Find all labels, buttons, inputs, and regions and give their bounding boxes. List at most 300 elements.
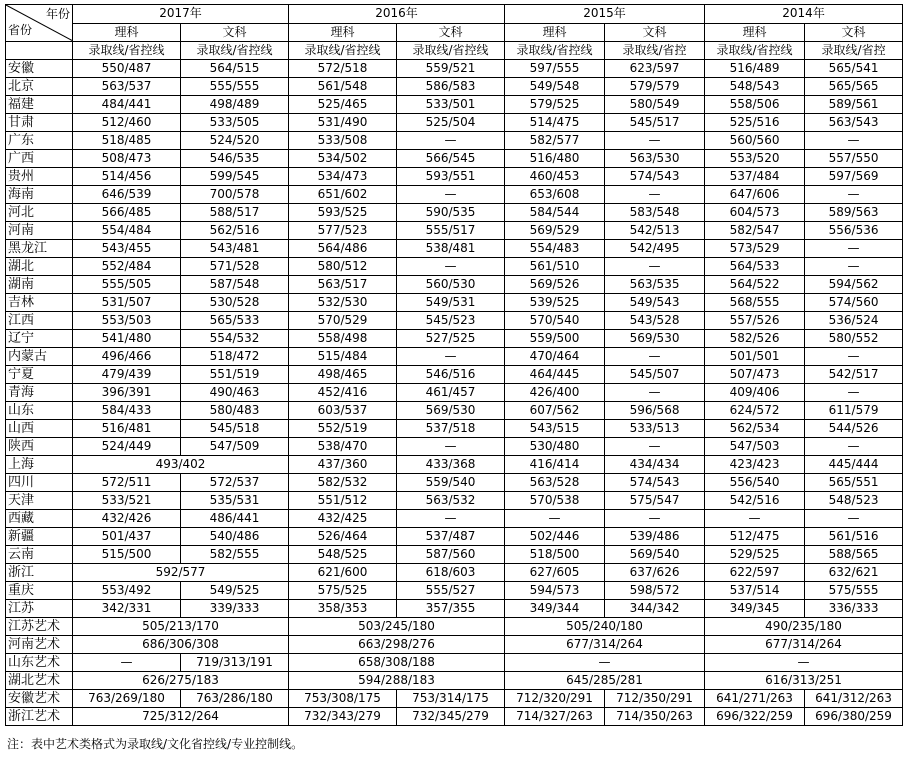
score-cell: 712/320/291 <box>505 690 605 708</box>
score-cell: 526/464 <box>289 528 397 546</box>
province-cell: 辽宁 <box>6 330 73 348</box>
line-header: 录取线/省控 <box>805 42 903 60</box>
score-cell: 732/343/279 <box>289 708 397 726</box>
score-cell: 559/540 <box>397 474 505 492</box>
score-cell: 580/512 <box>289 258 397 276</box>
score-cell: — <box>705 510 805 528</box>
line-header: 录取线/省控 <box>605 42 705 60</box>
score-cell: 559/500 <box>505 330 605 348</box>
score-cell: 502/446 <box>505 528 605 546</box>
score-cell: 498/465 <box>289 366 397 384</box>
subject-header: 理科 <box>73 23 181 42</box>
score-cell: 555/527 <box>397 582 505 600</box>
score-cell: — <box>805 240 903 258</box>
score-cell: 527/525 <box>397 330 505 348</box>
score-cell: 577/523 <box>289 222 397 240</box>
province-cell: 吉林 <box>6 294 73 312</box>
score-cell: 646/539 <box>73 186 181 204</box>
score-cell: 611/579 <box>805 402 903 420</box>
score-cell: 554/532 <box>181 330 289 348</box>
score-cell: 461/457 <box>397 384 505 402</box>
province-cell: 青海 <box>6 384 73 402</box>
score-cell: 524/449 <box>73 438 181 456</box>
table-row <box>6 258 903 276</box>
score-cell: — <box>397 348 505 366</box>
score-cell: 616/313/251 <box>705 672 903 690</box>
score-cell: 592/577 <box>73 564 289 582</box>
table-row <box>6 330 903 348</box>
subject-header: 文科 <box>805 23 903 42</box>
score-cell: — <box>605 384 705 402</box>
score-cell: 479/439 <box>73 366 181 384</box>
score-cell: 525/504 <box>397 114 505 132</box>
score-cell: 549/548 <box>505 78 605 96</box>
score-cell: 583/548 <box>605 204 705 222</box>
score-cell: 582/532 <box>289 474 397 492</box>
score-cell: 553/503 <box>73 312 181 330</box>
table-row <box>6 456 903 474</box>
table-row <box>6 690 903 708</box>
province-cell: 湖南 <box>6 276 73 294</box>
score-cell: 490/235/180 <box>705 618 903 636</box>
subject-header: 理科 <box>505 23 605 42</box>
score-cell: 558/498 <box>289 330 397 348</box>
score-cell: 753/314/175 <box>397 690 505 708</box>
score-cell: 647/606 <box>705 186 805 204</box>
line-header: 录取线/省控线 <box>73 42 181 60</box>
score-cell: 549/531 <box>397 294 505 312</box>
year-header-2017: 2017年 <box>73 5 289 24</box>
table-row <box>6 222 903 240</box>
score-cell: 558/506 <box>705 96 805 114</box>
score-cell: 543/515 <box>505 420 605 438</box>
score-cell: 416/414 <box>505 456 605 474</box>
score-cell: 561/548 <box>289 78 397 96</box>
score-cell: 553/520 <box>705 150 805 168</box>
score-cell: 626/275/183 <box>73 672 289 690</box>
score-cell: 641/271/263 <box>705 690 805 708</box>
score-cell: 563/543 <box>805 114 903 132</box>
score-cell: 569/530 <box>605 330 705 348</box>
province-cell: 广东 <box>6 132 73 150</box>
score-cell: 584/544 <box>505 204 605 222</box>
score-cell: — <box>605 258 705 276</box>
score-cell: 501/501 <box>705 348 805 366</box>
score-cell: — <box>805 510 903 528</box>
score-cell: — <box>805 132 903 150</box>
province-cell: 河南艺术 <box>6 636 73 654</box>
score-cell: 536/524 <box>805 312 903 330</box>
score-cell: 569/529 <box>505 222 605 240</box>
table-footnote: 注：表中艺术类格式为录取线/文化省控线/专业控制线。 <box>7 737 304 751</box>
table-row <box>6 204 903 222</box>
score-cell: 551/519 <box>181 366 289 384</box>
subject-header: 理科 <box>705 23 805 42</box>
score-cell: 596/568 <box>605 402 705 420</box>
table-row <box>6 150 903 168</box>
score-cell: 493/402 <box>73 456 289 474</box>
score-cell: 531/490 <box>289 114 397 132</box>
score-cell: 560/560 <box>705 132 805 150</box>
province-cell: 山东 <box>6 402 73 420</box>
score-cell: 566/485 <box>73 204 181 222</box>
table-row <box>6 420 903 438</box>
score-cell: 587/548 <box>181 276 289 294</box>
score-cell: 557/550 <box>805 150 903 168</box>
score-cell: 725/312/264 <box>73 708 289 726</box>
score-cell: 569/530 <box>397 402 505 420</box>
province-cell: 湖北 <box>6 258 73 276</box>
line-header: 录取线/省控线 <box>289 42 397 60</box>
score-cell: 564/522 <box>705 276 805 294</box>
score-cell: 645/285/281 <box>505 672 705 690</box>
score-cell: 563/530 <box>605 150 705 168</box>
province-cell: 四川 <box>6 474 73 492</box>
score-cell: 571/528 <box>181 258 289 276</box>
score-cell: 535/531 <box>181 492 289 510</box>
score-cell: — <box>73 654 181 672</box>
score-cell: 515/484 <box>289 348 397 366</box>
score-cell: 516/481 <box>73 420 181 438</box>
score-cell: 580/552 <box>805 330 903 348</box>
score-cell: 518/472 <box>181 348 289 366</box>
score-cell: 556/536 <box>805 222 903 240</box>
province-cell: 陕西 <box>6 438 73 456</box>
line-header: 录取线/省控线 <box>397 42 505 60</box>
score-cell: 543/528 <box>605 312 705 330</box>
score-cell: 582/547 <box>705 222 805 240</box>
province-cell: 北京 <box>6 78 73 96</box>
score-cell: 564/533 <box>705 258 805 276</box>
score-cell: — <box>805 258 903 276</box>
province-cell: 云南 <box>6 546 73 564</box>
score-cell: 632/621 <box>805 564 903 582</box>
score-cell: 546/516 <box>397 366 505 384</box>
score-cell: 552/519 <box>289 420 397 438</box>
score-cell: 496/466 <box>73 348 181 366</box>
score-cell: 582/577 <box>505 132 605 150</box>
score-cell: 589/563 <box>805 204 903 222</box>
score-cell: 570/540 <box>505 312 605 330</box>
score-cell: 534/473 <box>289 168 397 186</box>
score-cell: 607/562 <box>505 402 605 420</box>
score-cell: 763/269/180 <box>73 690 181 708</box>
score-cell: 588/517 <box>181 204 289 222</box>
score-cell: — <box>605 438 705 456</box>
score-cell: 543/481 <box>181 240 289 258</box>
score-cell: 409/406 <box>705 384 805 402</box>
score-cell: 532/530 <box>289 294 397 312</box>
score-cell: 432/425 <box>289 510 397 528</box>
table-row <box>6 186 903 204</box>
score-cell: — <box>605 348 705 366</box>
score-cell: 686/306/308 <box>73 636 289 654</box>
year-header-2016: 2016年 <box>289 5 505 24</box>
score-cell: 358/353 <box>289 600 397 618</box>
score-cell: 574/560 <box>805 294 903 312</box>
score-cell: 533/513 <box>605 420 705 438</box>
score-cell: 641/312/263 <box>805 690 903 708</box>
score-cell: — <box>805 348 903 366</box>
score-cell: 572/511 <box>73 474 181 492</box>
score-cell: 603/537 <box>289 402 397 420</box>
table-row <box>6 618 903 636</box>
table-row <box>6 600 903 618</box>
score-cell: 597/569 <box>805 168 903 186</box>
score-cell: 582/555 <box>181 546 289 564</box>
score-cell: 460/453 <box>505 168 605 186</box>
score-cell: 525/465 <box>289 96 397 114</box>
score-table-container <box>5 4 903 726</box>
score-cell: 498/489 <box>181 96 289 114</box>
line-header-spacer <box>6 42 73 60</box>
score-cell: — <box>705 654 903 672</box>
score-cell: 563/537 <box>73 78 181 96</box>
score-cell: 547/503 <box>705 438 805 456</box>
score-cell: 548/543 <box>705 78 805 96</box>
table-row <box>6 582 903 600</box>
score-cell: 580/549 <box>605 96 705 114</box>
score-cell: 584/433 <box>73 402 181 420</box>
score-cell: 549/543 <box>605 294 705 312</box>
score-cell: 501/437 <box>73 528 181 546</box>
score-cell: 542/517 <box>805 366 903 384</box>
table-row <box>6 78 903 96</box>
table-row <box>6 654 903 672</box>
score-cell: 565/565 <box>805 78 903 96</box>
score-cell: 515/500 <box>73 546 181 564</box>
score-cell: 508/473 <box>73 150 181 168</box>
score-cell: 598/572 <box>605 582 705 600</box>
score-cell: 470/464 <box>505 348 605 366</box>
line-header: 录取线/省控线 <box>181 42 289 60</box>
province-cell: 河北 <box>6 204 73 222</box>
score-cell: 538/470 <box>289 438 397 456</box>
score-cell: 562/534 <box>705 420 805 438</box>
subject-header: 文科 <box>605 23 705 42</box>
province-cell: 江苏艺术 <box>6 618 73 636</box>
score-cell: 530/480 <box>505 438 605 456</box>
score-cell: 548/523 <box>805 492 903 510</box>
score-cell: 572/518 <box>289 60 397 78</box>
year-header-2014: 2014年 <box>705 5 903 24</box>
province-cell: 河南 <box>6 222 73 240</box>
year-header-row <box>6 5 903 24</box>
score-cell: 575/555 <box>805 582 903 600</box>
score-cell: 503/245/180 <box>289 618 505 636</box>
province-cell: 海南 <box>6 186 73 204</box>
score-cell: 677/314/264 <box>505 636 705 654</box>
line-header: 录取线/省控线 <box>505 42 605 60</box>
score-cell: 582/526 <box>705 330 805 348</box>
score-cell: 561/516 <box>805 528 903 546</box>
table-row <box>6 546 903 564</box>
score-cell: 580/483 <box>181 402 289 420</box>
province-cell: 江西 <box>6 312 73 330</box>
score-cell: 554/483 <box>505 240 605 258</box>
score-cell: 624/572 <box>705 402 805 420</box>
score-cell: — <box>605 132 705 150</box>
province-cell: 天津 <box>6 492 73 510</box>
score-cell: 651/602 <box>289 186 397 204</box>
score-cell: 542/516 <box>705 492 805 510</box>
score-cell: — <box>605 510 705 528</box>
score-cell: — <box>605 186 705 204</box>
table-row <box>6 294 903 312</box>
score-cell: 621/600 <box>289 564 397 582</box>
score-cell: 434/434 <box>605 456 705 474</box>
score-cell: 344/342 <box>605 600 705 618</box>
score-cell: 464/445 <box>505 366 605 384</box>
score-cell: 589/561 <box>805 96 903 114</box>
score-cell: 555/517 <box>397 222 505 240</box>
score-cell: 336/333 <box>805 600 903 618</box>
score-cell: 432/426 <box>73 510 181 528</box>
score-cell: 551/512 <box>289 492 397 510</box>
score-cell: 554/484 <box>73 222 181 240</box>
score-cell: 712/350/291 <box>605 690 705 708</box>
score-cell: 537/518 <box>397 420 505 438</box>
score-cell: 556/540 <box>705 474 805 492</box>
score-cell: 514/475 <box>505 114 605 132</box>
score-cell: 586/583 <box>397 78 505 96</box>
score-cell: 579/525 <box>505 96 605 114</box>
score-cell: 561/510 <box>505 258 605 276</box>
province-cell: 新疆 <box>6 528 73 546</box>
score-cell: 555/555 <box>181 78 289 96</box>
score-cell: 653/608 <box>505 186 605 204</box>
score-cell: 565/541 <box>805 60 903 78</box>
province-cell: 上海 <box>6 456 73 474</box>
score-cell: 539/486 <box>605 528 705 546</box>
score-cell: 594/562 <box>805 276 903 294</box>
score-cell: 342/331 <box>73 600 181 618</box>
score-cell: 484/441 <box>73 96 181 114</box>
score-cell: 505/240/180 <box>505 618 705 636</box>
year-header-2015: 2015年 <box>505 5 705 24</box>
score-cell: 557/526 <box>705 312 805 330</box>
score-cell: 486/441 <box>181 510 289 528</box>
score-cell: — <box>505 510 605 528</box>
score-cell: 572/537 <box>181 474 289 492</box>
score-cell: 357/355 <box>397 600 505 618</box>
score-cell: 505/213/170 <box>73 618 289 636</box>
table-row <box>6 564 903 582</box>
province-cell: 甘肃 <box>6 114 73 132</box>
score-cell: 568/555 <box>705 294 805 312</box>
score-cell: 677/314/264 <box>705 636 903 654</box>
score-cell: 549/525 <box>181 582 289 600</box>
province-cell: 西藏 <box>6 510 73 528</box>
table-row <box>6 708 903 726</box>
province-cell: 广西 <box>6 150 73 168</box>
score-cell: 516/489 <box>705 60 805 78</box>
score-cell: 533/521 <box>73 492 181 510</box>
score-cell: 533/508 <box>289 132 397 150</box>
province-cell: 山东艺术 <box>6 654 73 672</box>
subject-header: 文科 <box>181 23 289 42</box>
score-cell: 575/525 <box>289 582 397 600</box>
score-cell: 569/540 <box>605 546 705 564</box>
table-row <box>6 636 903 654</box>
score-cell: 560/530 <box>397 276 505 294</box>
score-cell: 579/579 <box>605 78 705 96</box>
province-cell: 黑龙江 <box>6 240 73 258</box>
score-cell: 570/538 <box>505 492 605 510</box>
score-cell: 564/486 <box>289 240 397 258</box>
score-cell: 538/481 <box>397 240 505 258</box>
score-cell: 537/484 <box>705 168 805 186</box>
score-cell: 566/545 <box>397 150 505 168</box>
score-cell: 531/507 <box>73 294 181 312</box>
province-cell: 重庆 <box>6 582 73 600</box>
score-cell: 700/578 <box>181 186 289 204</box>
line-header: 录取线/省控线 <box>705 42 805 60</box>
score-cell: 507/473 <box>705 366 805 384</box>
table-row <box>6 474 903 492</box>
province-cell: 内蒙古 <box>6 348 73 366</box>
score-cell: 597/555 <box>505 60 605 78</box>
score-cell: 563/517 <box>289 276 397 294</box>
table-row <box>6 672 903 690</box>
score-cell: 570/529 <box>289 312 397 330</box>
score-cell: 534/502 <box>289 150 397 168</box>
year-axis-label: 年份 <box>45 7 70 21</box>
table-row <box>6 492 903 510</box>
score-cell: 525/516 <box>705 114 805 132</box>
score-cell: 544/526 <box>805 420 903 438</box>
score-cell: 512/475 <box>705 528 805 546</box>
table-row <box>6 438 903 456</box>
score-cell: 753/308/175 <box>289 690 397 708</box>
table-row <box>6 528 903 546</box>
score-cell: 553/492 <box>73 582 181 600</box>
score-cell: 569/526 <box>505 276 605 294</box>
score-cell: 426/400 <box>505 384 605 402</box>
score-cell: 452/416 <box>289 384 397 402</box>
score-cell: 540/486 <box>181 528 289 546</box>
score-cell: — <box>397 438 505 456</box>
score-cell: 545/507 <box>605 366 705 384</box>
score-cell: 604/573 <box>705 204 805 222</box>
score-cell: 490/463 <box>181 384 289 402</box>
province-cell: 湖北艺术 <box>6 672 73 690</box>
province-cell: 浙江艺术 <box>6 708 73 726</box>
score-cell: 732/345/279 <box>397 708 505 726</box>
score-cell: 565/533 <box>181 312 289 330</box>
score-cell: 563/535 <box>605 276 705 294</box>
score-cell: 559/521 <box>397 60 505 78</box>
score-cell: 437/360 <box>289 456 397 474</box>
score-cell: 533/501 <box>397 96 505 114</box>
score-cell: 574/543 <box>605 168 705 186</box>
score-cell: 714/327/263 <box>505 708 605 726</box>
subject-header: 文科 <box>397 23 505 42</box>
table-row <box>6 132 903 150</box>
score-cell: 518/500 <box>505 546 605 564</box>
score-cell: 763/286/180 <box>181 690 289 708</box>
table-row <box>6 276 903 294</box>
score-cell: 696/380/259 <box>805 708 903 726</box>
score-cell: 565/551 <box>805 474 903 492</box>
score-cell: 518/485 <box>73 132 181 150</box>
score-cell: 349/345 <box>705 600 805 618</box>
score-cell: 618/603 <box>397 564 505 582</box>
score-cell: 548/525 <box>289 546 397 564</box>
score-cell: 622/597 <box>705 564 805 582</box>
table-row <box>6 240 903 258</box>
score-cell: 563/532 <box>397 492 505 510</box>
